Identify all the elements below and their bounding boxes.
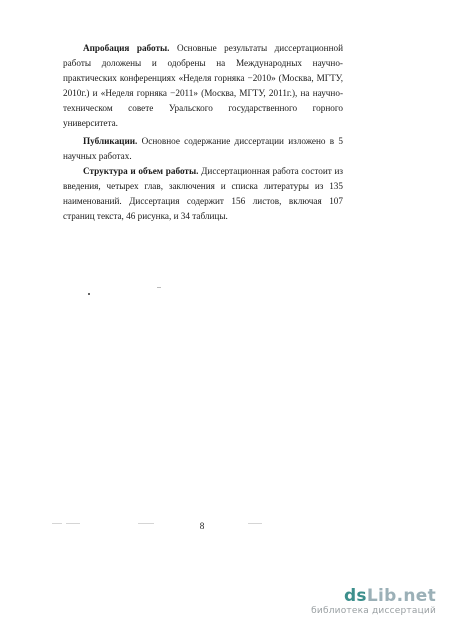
scan-artifact-4 <box>248 523 262 524</box>
watermark-brand-ds: ds <box>343 586 367 606</box>
watermark-brand-lib: Lib <box>366 586 397 606</box>
watermark-brand-net: .net <box>396 586 436 606</box>
heading-publications: Публикации. <box>83 136 138 146</box>
heading-structure: Структура и объем работы. <box>83 166 199 176</box>
scan-artifact-1 <box>52 523 62 524</box>
watermark-subtitle: библиотека диссертаций <box>311 606 436 616</box>
scan-artifact-2 <box>66 523 80 524</box>
text-structure: Диссертационная работа состоит из введения, четырех глав, заключения и списка литературы из 135 наименований. Диссертация содержит 156 листов, включая 107 страниц текста, 46 рисунка, и 34 таблицы. <box>63 166 344 221</box>
watermark-logo <box>306 586 436 606</box>
paragraph-structure <box>63 164 343 224</box>
dslib-watermark <box>306 586 436 617</box>
scan-speck <box>88 293 90 295</box>
paragraph-publications <box>63 134 343 164</box>
page-number: 8 <box>199 521 205 531</box>
scan-mark <box>157 287 161 288</box>
paragraph-approbation <box>63 41 343 131</box>
text-publications: Основное содержание диссертации изложено в 5 научных работах. <box>63 136 343 161</box>
heading-approbation: Апробация работы. <box>83 43 170 53</box>
text-approbation: Основные результаты диссертационной работы доложены и одобрены на Международных научно-практических конференциях «Неделя горняка −2010» (Москва, МГТУ, 2010г.) и «Неделя горняка −2011» (Москва, МГТУ, 2011г.), на научно-техническом совете Уральского государственного горного университета. <box>63 43 343 128</box>
scan-artifact-3 <box>138 523 154 524</box>
